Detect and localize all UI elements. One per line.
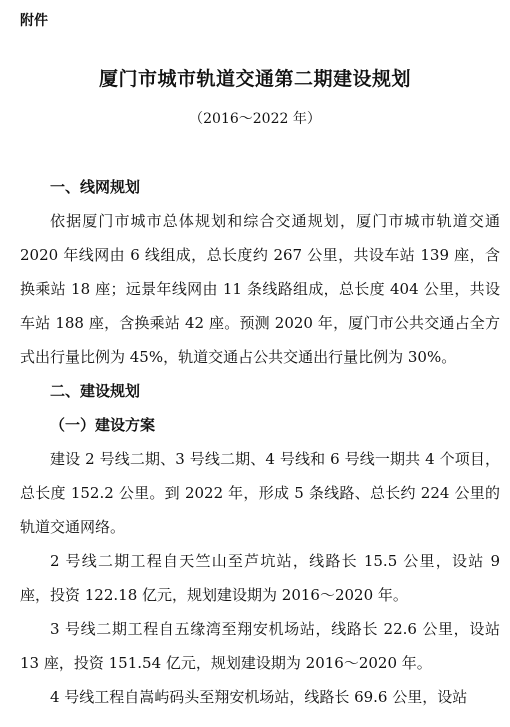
section-heading-construction-plan: 二、建设规划 <box>50 382 141 400</box>
paragraph-network-plan: 依据厦门市城市总体规划和综合交通规划，厦门市城市轨道交通 2020 年线网由 6 线组成，总长度约 267 公里，共设车站 139 座，含换乘站 18 座；远景年线网由 11 条线路组成，总长度 404 公里，共设车站 188 座，含换乘站 42 座。预测 2020 年，厦门市公共交通占全方式出行量比例为 45%，轨道交通占公共交通出行量比例为 30%。 <box>20 212 500 366</box>
paragraph-line-3-phase-2: 3 号线二期工程自五缘湾至翔安机场站，线路长 22.6 公里，设站 13 座，投资 151.54 亿元，规划建设期为 2016～2020 年。 <box>20 620 500 672</box>
paragraph-line-4: 4 号线工程自嵩屿码头至翔安机场站，线路长 69.6 公里，设站 <box>50 688 468 706</box>
section-heading-network-plan: 一、线网规划 <box>50 178 141 196</box>
document-subtitle: （2016～2022 年） <box>189 111 321 127</box>
paragraph-construction-overview: 建设 2 号线二期、3 号线二期、4 号线和 6 号线一期共 4 个项目，总长度 152.2 公里。到 2022 年，形成 5 条线路、总长约 224 公里的轨道交通网络。 <box>20 450 500 536</box>
document-title: 厦门市城市轨道交通第二期建设规划 <box>98 68 411 90</box>
document-body <box>20 170 500 714</box>
subheading-construction-scheme: （一）建设方案 <box>50 416 156 434</box>
paragraph-line-2-phase-2: 2 号线二期工程自天竺山至芦坑站，线路长 15.5 公里，设站 9 座，投资 122.18 亿元，规划建设期为 2016～2020 年。 <box>20 552 500 604</box>
attachment-label: 附件 <box>20 13 48 29</box>
